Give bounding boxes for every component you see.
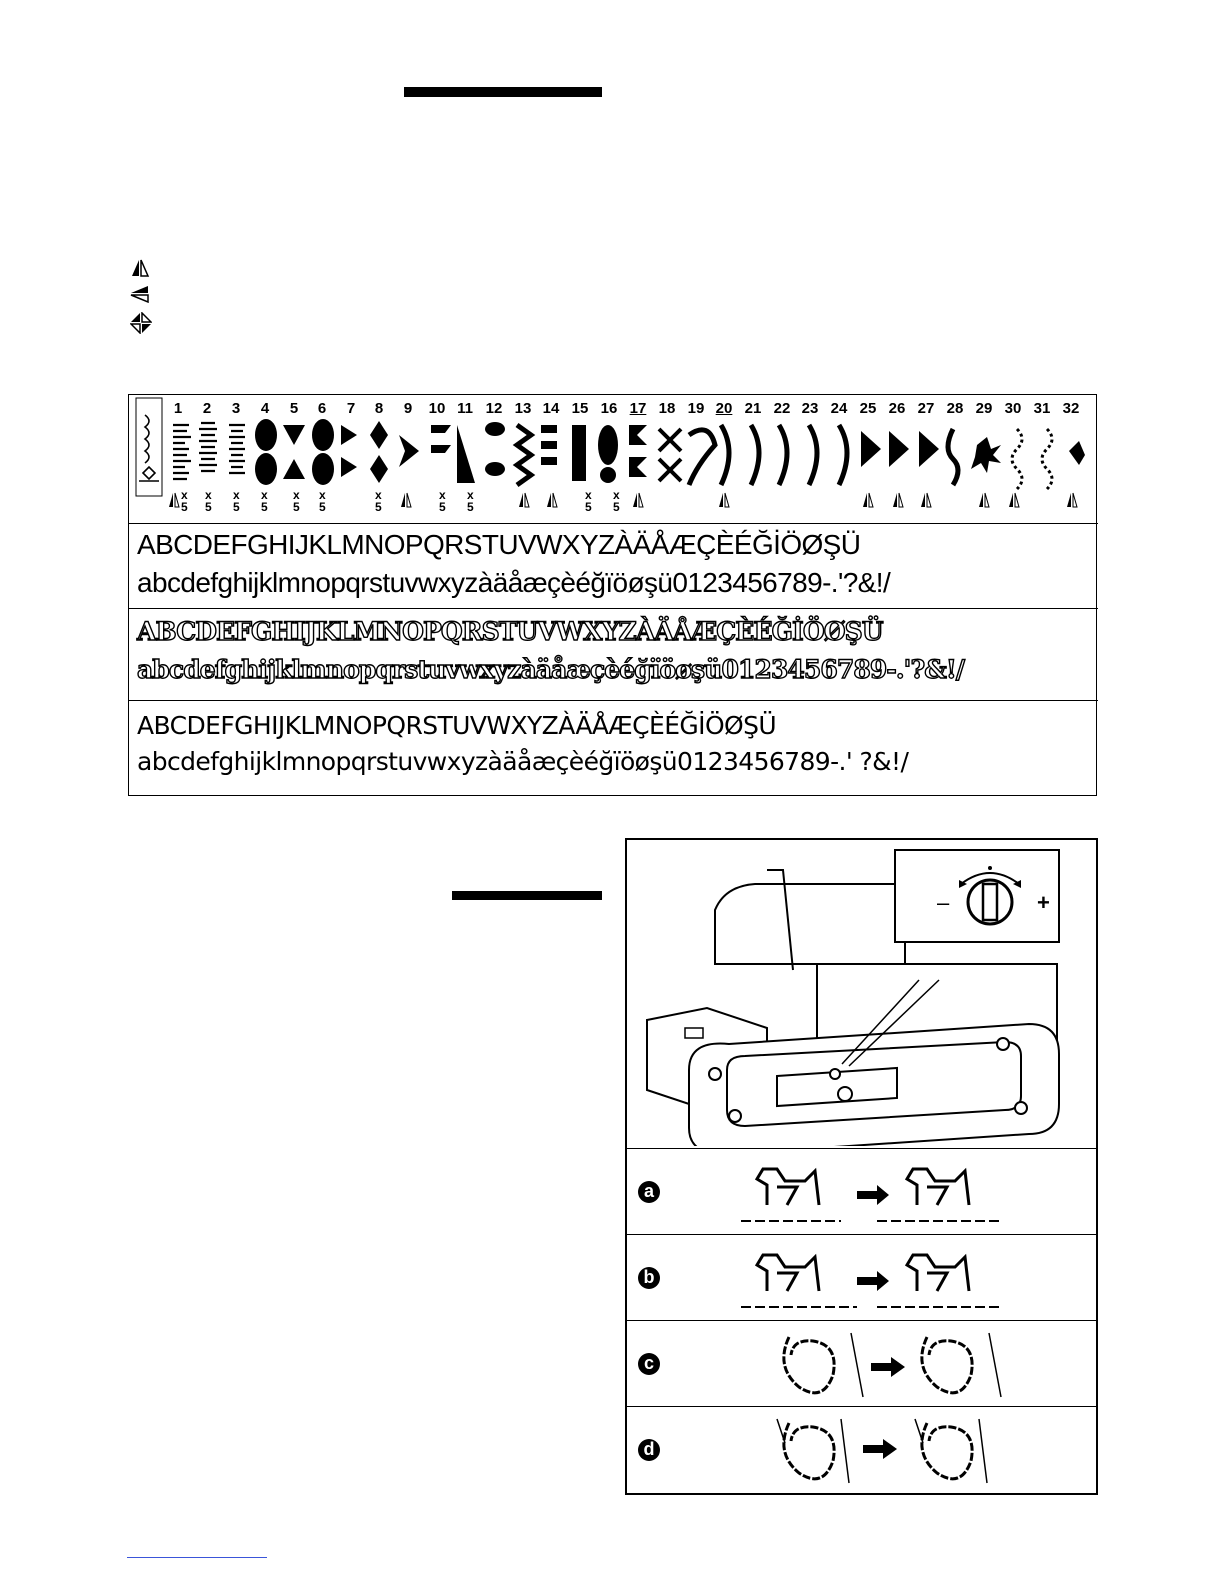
pattern-number: 1 <box>173 400 183 417</box>
pattern-number: 30 <box>1004 400 1022 417</box>
pattern-number: 3 <box>231 400 241 417</box>
pattern-number: 14 <box>542 400 560 417</box>
stitch-pattern-chart <box>128 394 1097 796</box>
pattern-number: 12 <box>485 400 503 417</box>
svg-text:x: x <box>181 488 188 502</box>
dog-stitch-comparison-a <box>737 1161 1017 1227</box>
mirror-vertical-icon <box>130 259 150 277</box>
panel-label-c: c <box>638 1353 660 1375</box>
loop-stitch-comparison-d <box>767 1413 1007 1489</box>
svg-text:5: 5 <box>261 500 268 514</box>
pattern-number: 2 <box>202 400 212 417</box>
panel-label-a: a <box>638 1181 660 1203</box>
loop-stitch-comparison-c <box>767 1327 1007 1403</box>
pattern-number: 24 <box>830 400 848 417</box>
pattern-number: 28 <box>946 400 964 417</box>
svg-text:5: 5 <box>375 500 382 514</box>
pattern-number: 11 <box>457 400 473 417</box>
panel-d <box>627 1406 1096 1495</box>
font1-lowercase: abcdefghijklmnopqrstuvwxyzàäåæçèéğïöøşü0123456789-.'?&!/ <box>137 567 891 598</box>
dial-minus-label: – <box>937 890 950 915</box>
mirror-horizontal-icon <box>130 285 150 303</box>
pattern-number: 21 <box>744 400 762 417</box>
pattern-number: 25 <box>859 400 877 417</box>
font-separator <box>129 700 1098 701</box>
pattern-number: 29 <box>975 400 993 417</box>
svg-text:5: 5 <box>181 500 188 514</box>
pattern-number: 32 <box>1062 400 1080 417</box>
svg-text:5: 5 <box>585 500 592 514</box>
font3-lowercase: abcdefghijklmnopqrstuvwxyzàäåæçèéğïöøşü0123456789-.' ?&!/ <box>137 747 909 776</box>
svg-text:5: 5 <box>439 500 446 514</box>
pattern-number: 23 <box>801 400 819 417</box>
pattern-number: 15 <box>571 400 589 417</box>
svg-text:x: x <box>319 488 326 502</box>
svg-text:5: 5 <box>233 500 240 514</box>
panel-a <box>627 1148 1096 1234</box>
pattern-number: 4 <box>260 400 270 417</box>
svg-text:5: 5 <box>293 500 300 514</box>
font1-uppercase: ABCDEFGHIJKLMNOPQRSTUVWXYZÀÄÅÆÇÈÉĞİÖØŞÜ <box>137 529 861 560</box>
svg-text:x: x <box>439 488 446 502</box>
pattern-number: 8 <box>374 400 384 417</box>
svg-text:5: 5 <box>613 500 620 514</box>
font3-uppercase: ABCDEFGHIJKLMNOPQRSTUVWXYZÀÄÅÆÇÈÉĞİÖØŞÜ <box>137 711 777 740</box>
pattern-number: 6 <box>317 400 327 417</box>
svg-text:5: 5 <box>205 500 212 514</box>
pattern-number: 31 <box>1033 400 1051 417</box>
svg-text:x: x <box>585 488 592 502</box>
panel-label-d: d <box>638 1439 660 1461</box>
footer-rule <box>127 1557 267 1558</box>
section-heading-bar-2 <box>452 891 602 900</box>
pattern-number: 13 <box>514 400 532 417</box>
svg-text:5: 5 <box>319 500 326 514</box>
pattern-number: 10 <box>428 400 446 417</box>
stitch-patterns-illustration <box>129 395 1098 520</box>
svg-text:x: x <box>205 488 212 502</box>
pattern-number: 7 <box>346 400 356 417</box>
font-separator <box>129 523 1098 524</box>
pattern-number: 5 <box>289 400 299 417</box>
section-heading-bar <box>404 87 602 97</box>
pattern-number: 20 <box>715 400 733 417</box>
svg-text:x: x <box>293 488 300 502</box>
pattern-number: 26 <box>888 400 906 417</box>
font2-uppercase: ABCDEFGHIJKLMNOPQRSTUVWXYZÀÄÅÆÇÈÉĞİÖØŞÜ <box>137 617 883 646</box>
panel-label-b: b <box>638 1267 660 1289</box>
panel-b <box>627 1234 1096 1320</box>
dial-icon <box>945 862 1035 939</box>
svg-text:x: x <box>375 488 382 502</box>
pattern-number: 18 <box>658 400 676 417</box>
balance-adjustment-figure <box>625 838 1098 1495</box>
pattern-number: 19 <box>687 400 705 417</box>
font-separator <box>129 608 1098 609</box>
pattern-number: 16 <box>600 400 618 417</box>
pattern-number: 9 <box>403 400 413 417</box>
pattern-number: 27 <box>917 400 935 417</box>
svg-text:x: x <box>233 488 240 502</box>
svg-text:5: 5 <box>467 500 474 514</box>
mirror-both-icon <box>130 312 152 334</box>
svg-text:x: x <box>613 488 620 502</box>
svg-text:x: x <box>261 488 268 502</box>
dial-plus-label: + <box>1037 890 1050 915</box>
pattern-number: 17 <box>629 400 647 417</box>
font2-lowercase: abcdefghijklmnopqrstuvwxyzàäåæçèéğïöøşü0123456789-.'?&!/ <box>137 655 965 684</box>
svg-text:x: x <box>467 488 474 502</box>
pattern-number: 22 <box>773 400 791 417</box>
dog-stitch-comparison-b <box>737 1247 1017 1313</box>
panel-c <box>627 1320 1096 1406</box>
